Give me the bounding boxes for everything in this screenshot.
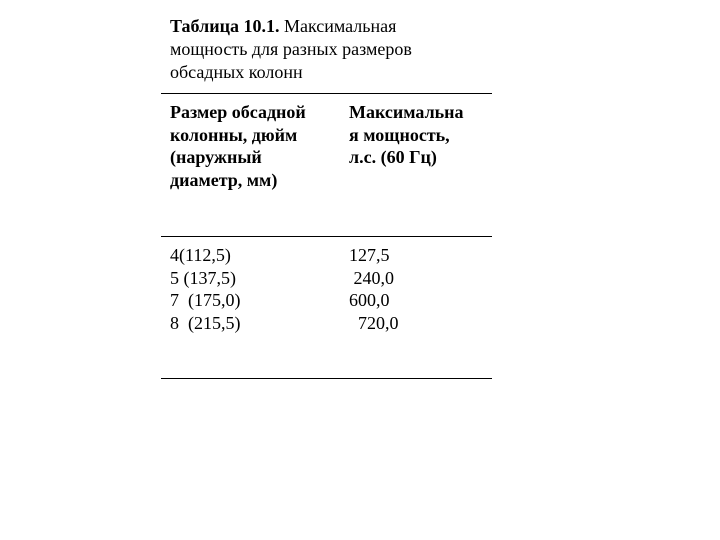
column-header-power-line: л.с. (60 Гц) <box>349 147 437 167</box>
column-header-size <box>170 100 306 190</box>
column-header-size-line: (наружный <box>170 147 262 167</box>
power-column <box>349 244 399 334</box>
table-cell-size: 4(112,5) <box>170 245 231 265</box>
table-cell-size: 5 (137,5) <box>170 267 236 288</box>
table-cell-size: 7 (175,0) <box>170 290 241 310</box>
table-cell-power: 127,5 <box>349 245 390 265</box>
column-header-power-line: Максимальна <box>349 102 464 122</box>
table-cell-power: 600,0 <box>349 290 390 310</box>
column-header-size-line: колонны, дюйм <box>170 124 298 145</box>
table-caption <box>170 15 470 84</box>
table-top-rule <box>161 93 492 94</box>
table-header-rule <box>161 236 492 237</box>
table-cell-power: 720,0 <box>349 312 399 333</box>
size-column <box>170 244 241 334</box>
table-caption-number: Таблица 10.1. <box>170 16 280 36</box>
table-cell-power: 240,0 <box>349 267 394 288</box>
column-header-size-line: Размер обсадной <box>170 102 306 122</box>
column-header-power <box>349 100 464 168</box>
table-caption-text: Максимальная мощность для разных размеров обсадных колонн <box>170 16 412 82</box>
table-cell-size: 8 (215,5) <box>170 312 241 333</box>
column-header-power-line: я мощность, <box>349 124 450 145</box>
column-header-size-line: диаметр, мм) <box>170 169 278 190</box>
table-bottom-rule <box>161 378 492 379</box>
